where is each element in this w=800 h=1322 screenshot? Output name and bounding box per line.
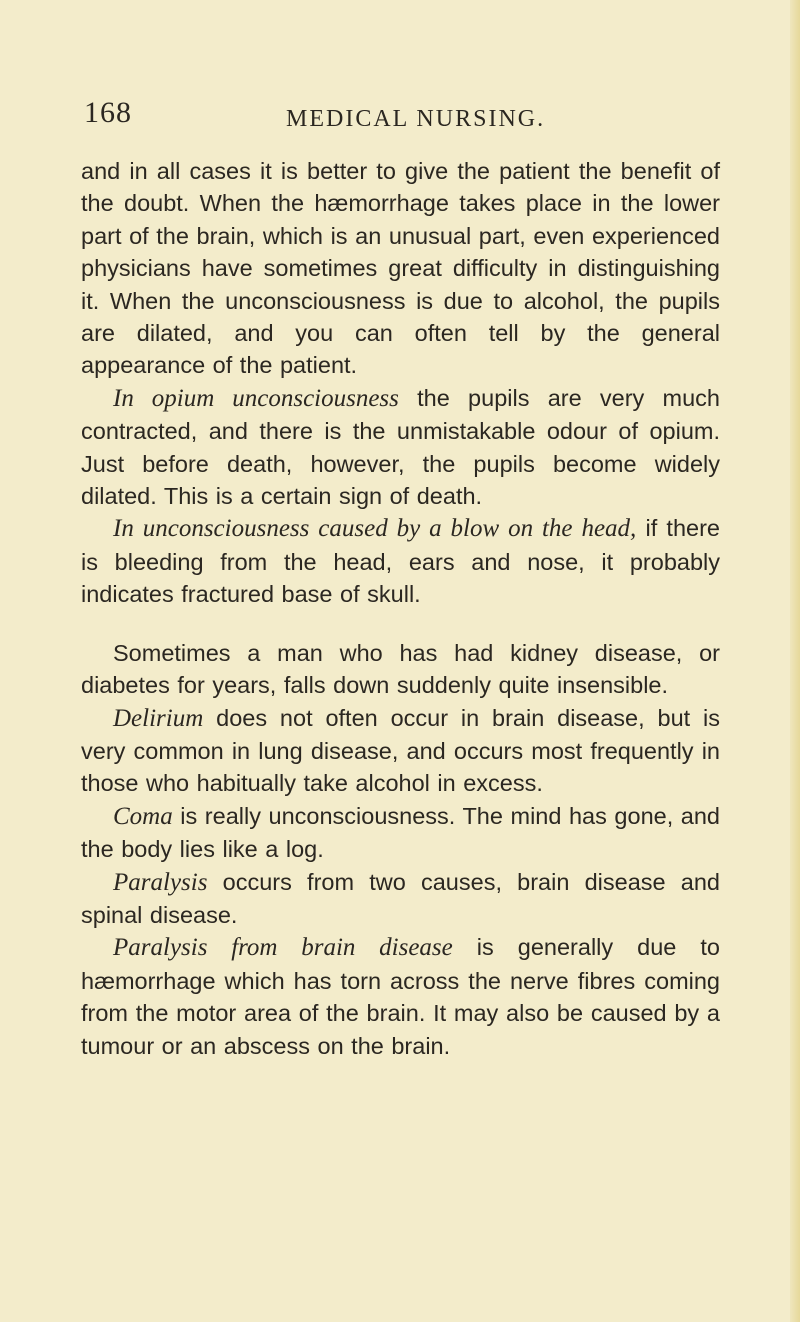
paragraph-text: is really unconsciousness. The mind has gone, and the body lies like a log. — [81, 802, 720, 863]
paragraph-text: does not often occur in brain disease, but is very common in lung disease, and occurs most frequently in those who habitually take alcohol in excess. — [81, 704, 720, 797]
body-text — [81, 155, 720, 1062]
italic-lead: Paralysis from brain disease — [113, 934, 453, 962]
paragraph-kidney-disease — [81, 637, 720, 702]
paragraph-text: Sometimes a man who has had kidney disease, or diabetes for years, falls down suddenly quite insensible. — [81, 639, 720, 699]
italic-lead: In opium unconsciousness — [113, 384, 399, 412]
paragraph-paralysis — [81, 866, 720, 932]
paragraph-coma — [81, 800, 720, 866]
paragraph-blow-on-head — [81, 512, 720, 610]
paragraph-delirium — [81, 702, 720, 800]
paragraph-text: if there is bleeding from the head, ears and nose, it probably indicates fractured base of skull. — [81, 515, 720, 608]
paragraph-opium — [81, 382, 720, 513]
page-header — [84, 96, 724, 140]
paragraph-text: is generally due to hæmorrhage which has torn across the nerve fibres coming from the motor area of the brain. It may also be caused by a tumour or an abscess on the brain. — [81, 934, 720, 1059]
running-head: MEDICAL NURSING. — [286, 106, 546, 132]
italic-lead: Coma — [113, 802, 173, 830]
italic-lead: Paralysis — [113, 868, 208, 896]
page-number: 168 — [84, 96, 132, 129]
italic-lead: In unconsciousness caused by a blow on the head, — [113, 515, 637, 543]
italic-lead: Delirium — [113, 704, 204, 732]
paragraph-text: the pupils are very much contracted, and there is the unmistakable odour of opium. Just before death, however, the pupils become widely dilated. This is a certain sign of death. — [81, 384, 720, 510]
paragraph-text: and in all cases it is better to give the patient the benefit of the doubt. When the hæmorrhage takes place in the lower part of the brain, which is an unusual part, even experienced physicians have sometimes great difficulty in distinguishing it. When the unconsciousness is due to alcohol, the pupils are dilated, and you can often tell by the general appearance of the patient. — [81, 158, 720, 379]
paragraph-doubt — [81, 155, 720, 382]
paragraph-paralysis-brain — [81, 931, 720, 1062]
page-edge — [790, 0, 800, 1322]
paragraph-text: occurs from two causes, brain disease and spinal disease. — [81, 868, 720, 928]
